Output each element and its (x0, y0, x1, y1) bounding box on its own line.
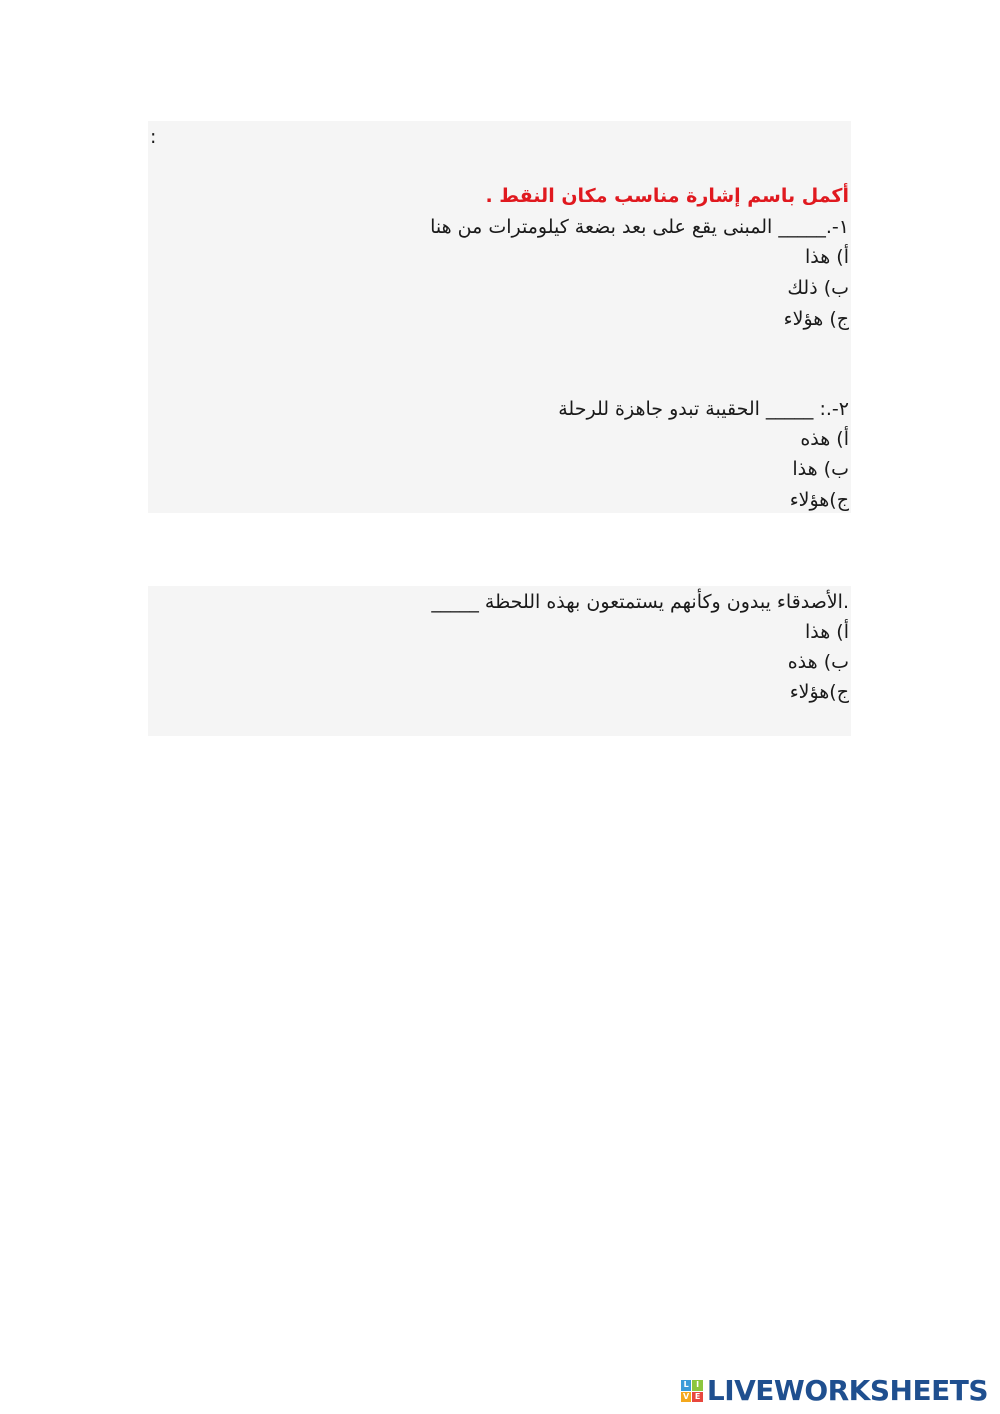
logo-letter-i: I (692, 1380, 703, 1391)
logo-letter-l: L (681, 1380, 692, 1391)
logo-letter-v: V (681, 1392, 692, 1403)
colon-mark: : (150, 126, 157, 148)
logo-letter-e: E (692, 1392, 703, 1403)
question-2: ٢-.: _____ الحقيبة تبدو جاهزة للرحلة (558, 398, 849, 420)
q3-option-a: أ) هذا (804, 621, 849, 643)
q3-option-b: ب) هذه (787, 651, 849, 673)
q1-option-a: أ) هذا (804, 246, 849, 268)
exercise-panel-1 (148, 121, 851, 513)
q1-option-b: ب) ذلك (787, 277, 849, 299)
instruction-heading: أكمل باسم إشارة مناسب مكان النقط . (485, 185, 849, 207)
q2-option-b: ب) هذا (792, 458, 849, 480)
q1-option-c: ج) هؤلاء (783, 308, 849, 330)
liveworksheets-logo (681, 1376, 988, 1406)
question-1: ١-._____ المبنى يقع على بعد بضعة كيلومترات من هنا (430, 216, 849, 238)
q3-option-c: ج)هؤلاء (789, 681, 849, 703)
logo-text: LIVEWORKSHEETS (706, 1374, 988, 1407)
exercise-panel-2 (148, 586, 851, 736)
q2-option-a: أ) هذه (800, 428, 849, 450)
question-3: .الأصدقاء يبدون وكأنهم يستمتعون بهذه اللحظة _____ (431, 591, 849, 613)
logo-mark-icon (681, 1380, 703, 1402)
q2-option-c: ج)هؤلاء (789, 489, 849, 511)
